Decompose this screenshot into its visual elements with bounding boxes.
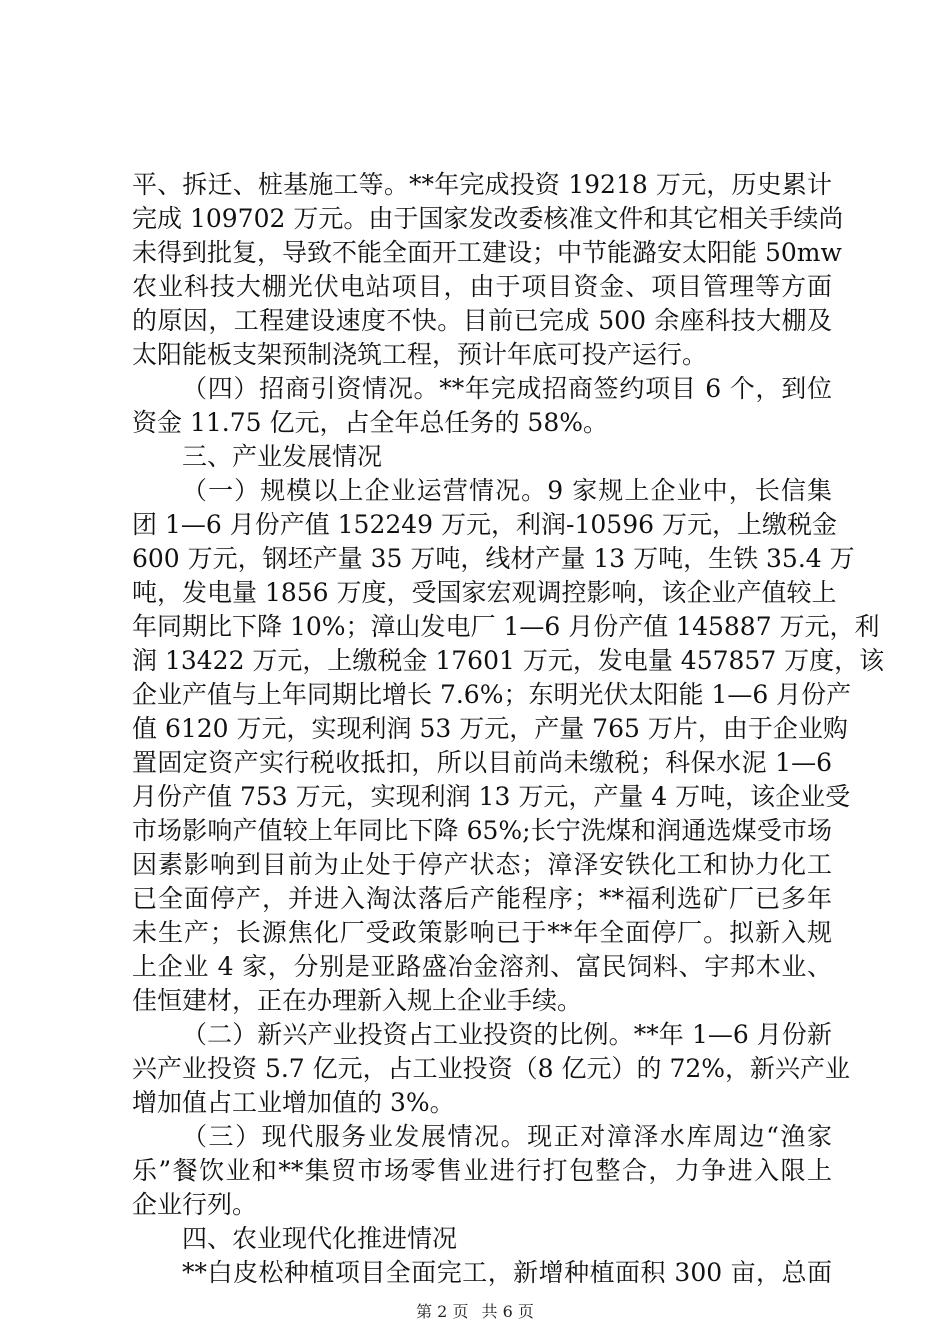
body-line: 已全面停产，并进入淘汰落后产能程序；**福利选矿厂已多年: [132, 884, 832, 913]
page-number: 第 2 页: [416, 1302, 469, 1321]
body-line: 因素影响到目前为止处于停产状态；漳泽安铁化工和协力化工: [132, 850, 832, 879]
body-line: 资金 11.75 亿元，占全年总任务的 58%。: [132, 408, 608, 437]
body-line: 月份产值 753 万元，实现利润 13 万元，产量 4 万吨，该企业受: [132, 782, 851, 811]
section-heading: 三、产业发展情况: [182, 442, 383, 471]
body-line: （一）规模以上企业运营情况。9 家规上企业中，长信集: [182, 476, 832, 505]
body-line: 平、拆迁、桩基施工等。**年完成投资 19218 万元，历史累计: [132, 170, 832, 199]
body-line: （二）新兴产业投资占工业投资的比例。**年 1—6 月份新: [182, 1020, 832, 1049]
body-line: 吨，发电量 1856 万度，受国家宏观调控影响，该企业产值较上: [132, 578, 837, 607]
body-line: 未得到批复，导致不能全面开工建设；中节能潞安太阳能 50mw: [132, 238, 842, 267]
body-line: 市场影响产值较上年同比下降 65%;长宁洗煤和润通选煤受市场: [132, 816, 832, 845]
body-line: 乐”餐饮业和**集贸市场零售业进行打包整合，力争进入限上: [132, 1156, 832, 1185]
body-line: 上企业 4 家，分别是亚路盛冶金溶剂、富民饲料、宇邦木业、: [132, 952, 832, 981]
page-footer: [0, 1302, 950, 1322]
body-line: 佳恒建材，正在办理新入规上企业手续。: [132, 986, 583, 1015]
body-line: 农业科技大棚光伏电站项目，由于项目资金、项目管理等方面: [132, 272, 832, 301]
body-line: 太阳能板支架预制浇筑工程，预计年底可投产运行。: [132, 340, 708, 369]
body-line: 润 13422 万元，上缴税金 17601 万元，发电量 457857 万度，该: [132, 646, 885, 675]
body-line: 600 万元，钢坯产量 35 万吨，线材产量 13 万吨，生铁 35.4 万: [132, 544, 855, 573]
body-line: **白皮松种植项目全面完工，新增种植面积 300 亩，总面: [182, 1258, 832, 1287]
body-line: 年同期比下降 10%；漳山发电厂 1—6 月份产值 145887 万元，利: [132, 612, 880, 641]
body-line: 完成 109702 万元。由于国家发改委核准文件和其它相关手续尚: [132, 204, 844, 233]
body-line: 值 6120 万元，实现利润 53 万元，产量 765 万片，由于企业购: [132, 714, 848, 743]
body-line: 兴产业投资 5.7 亿元，占工业投资（8 亿元）的 72%，新兴产业: [132, 1054, 851, 1083]
body-line: （三）现代服务业发展情况。现正对漳泽水库周边“渔家: [182, 1122, 832, 1151]
body-line: 增加值占工业增加值的 3%。: [132, 1088, 455, 1117]
body-line: 企业行列。: [132, 1190, 258, 1219]
body-line: （四）招商引资情况。**年完成招商签约项目 6 个，到位: [182, 374, 832, 403]
body-line: 的原因，工程建设速度不快。目前已完成 500 余座科技大棚及: [132, 306, 832, 335]
body-line: 企业产值与上年同期比增长 7.6%；东明光伏太阳能 1—6 月份产: [132, 680, 852, 709]
body-line: 团 1—6 月份产值 152249 万元，利润-10596 万元，上缴税金: [132, 510, 837, 539]
body-line: 置固定资产实行税收抵扣，所以目前尚未缴税；科保水泥 1—6: [132, 748, 832, 777]
page-total: 共 6 页: [481, 1302, 534, 1321]
body-line: 未生产；长源焦化厂受政策影响已于**年全面停厂。拟新入规: [132, 918, 832, 947]
section-heading: 四、农业现代化推进情况: [182, 1224, 458, 1253]
